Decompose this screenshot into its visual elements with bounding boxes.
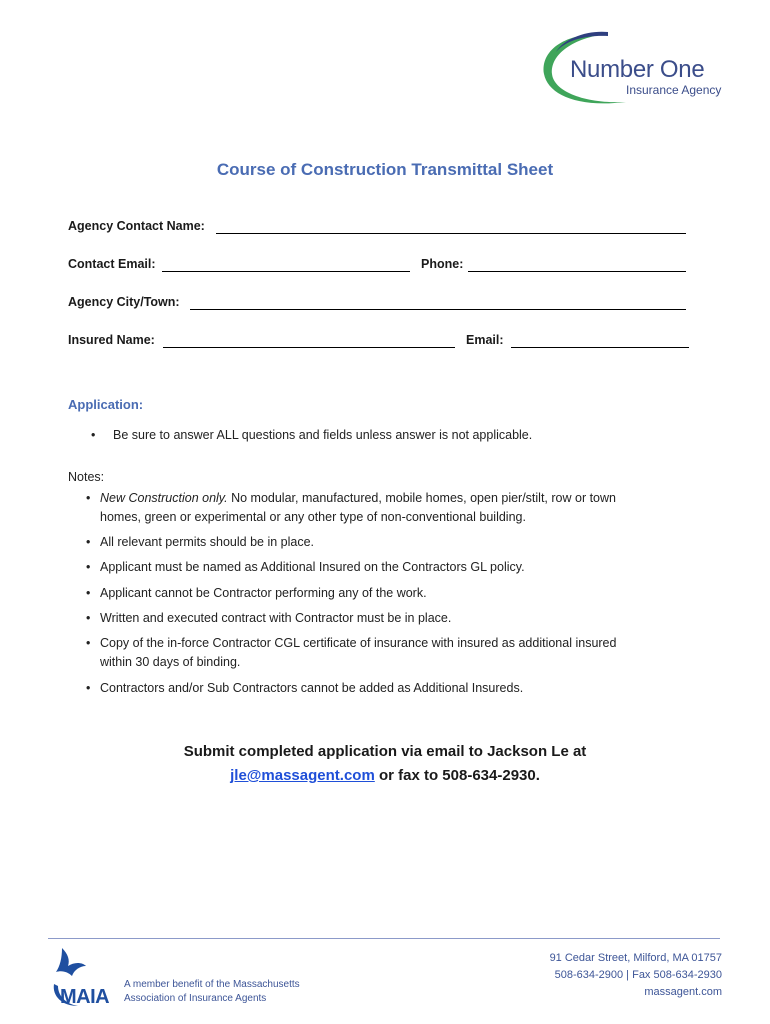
- contact-email-label: Contact Email:: [68, 257, 156, 271]
- insured-name-row: [68, 333, 690, 353]
- bullet-icon: •: [86, 611, 91, 625]
- insured-name-field[interactable]: [163, 347, 455, 348]
- agency-city-row: [68, 295, 688, 315]
- agency-contact-name-label: Agency Contact Name:: [68, 219, 205, 233]
- footer-address: 91 Cedar Street, Milford, MA 01757: [549, 952, 722, 964]
- brand-subtitle: Insurance Agency: [626, 83, 722, 97]
- email-field[interactable]: [511, 347, 689, 348]
- insured-name-label: Insured Name:: [68, 333, 155, 347]
- note-item: • New Construction only. No modular, manufactured, mobile homes, open pier/stilt, row or town homes, green or experimental or any other type of non-conventional building.: [86, 491, 616, 524]
- phone-label: Phone:: [421, 257, 464, 271]
- bullet-icon: •: [86, 535, 91, 549]
- bullet-icon: •: [86, 491, 91, 505]
- brand-name: Number One: [570, 56, 705, 83]
- phone-field[interactable]: [468, 271, 686, 272]
- submit-instructions-line2: jle@massagent.com or fax to 508-634-2930.: [230, 767, 540, 784]
- bullet-icon: •: [91, 428, 96, 442]
- application-heading: Application:: [68, 397, 144, 412]
- maia-wordmark: MAIA: [60, 986, 110, 1008]
- agency-contact-name-row: [68, 219, 688, 239]
- contact-email-row: [68, 257, 688, 277]
- agency-city-field[interactable]: [190, 309, 686, 310]
- footer-website[interactable]: massagent.com: [644, 986, 722, 998]
- note-item: • Applicant must be named as Additional Insured on the Contractors GL policy.: [100, 558, 525, 577]
- submit-email-link[interactable]: jle@massagent.com: [230, 767, 375, 784]
- note-item: • Written and executed contract with Contractor must be in place.: [100, 609, 451, 628]
- footer-member-text: A member benefit of the Massachusetts Association of Insurance Agents: [124, 979, 300, 1004]
- contact-email-field[interactable]: [162, 271, 410, 272]
- note-item: • Applicant cannot be Contractor performing any of the work.: [100, 584, 427, 603]
- application-item: • Be sure to answer ALL questions and fields unless answer is not applicable.: [113, 426, 532, 445]
- email-label: Email:: [466, 333, 504, 347]
- footer-contact: [550, 950, 722, 1001]
- submit-instructions-line1: Submit completed application via email to Jackson Le at: [183, 743, 587, 760]
- footer-divider: [48, 938, 720, 939]
- company-logo: [536, 28, 746, 112]
- bullet-icon: •: [86, 681, 91, 695]
- page-title: Course of Construction Transmittal Sheet: [216, 160, 554, 179]
- agency-contact-name-field[interactable]: [216, 233, 686, 234]
- note-item: • All relevant permits should be in place.: [100, 533, 314, 552]
- footer-phones: 508-634-2900 | Fax 508-634-2930: [554, 969, 722, 981]
- bullet-icon: •: [86, 636, 91, 650]
- bullet-icon: •: [86, 586, 91, 600]
- note-item: • Contractors and/or Sub Contractors cannot be added as Additional Insureds.: [100, 679, 523, 698]
- agency-city-label: Agency City/Town:: [68, 295, 180, 309]
- note-item: • Copy of the in-force Contractor CGL certificate of insurance with insured as additional insured within 30 days of binding.: [86, 636, 617, 669]
- bullet-icon: •: [86, 560, 91, 574]
- notes-heading: Notes:: [68, 470, 105, 484]
